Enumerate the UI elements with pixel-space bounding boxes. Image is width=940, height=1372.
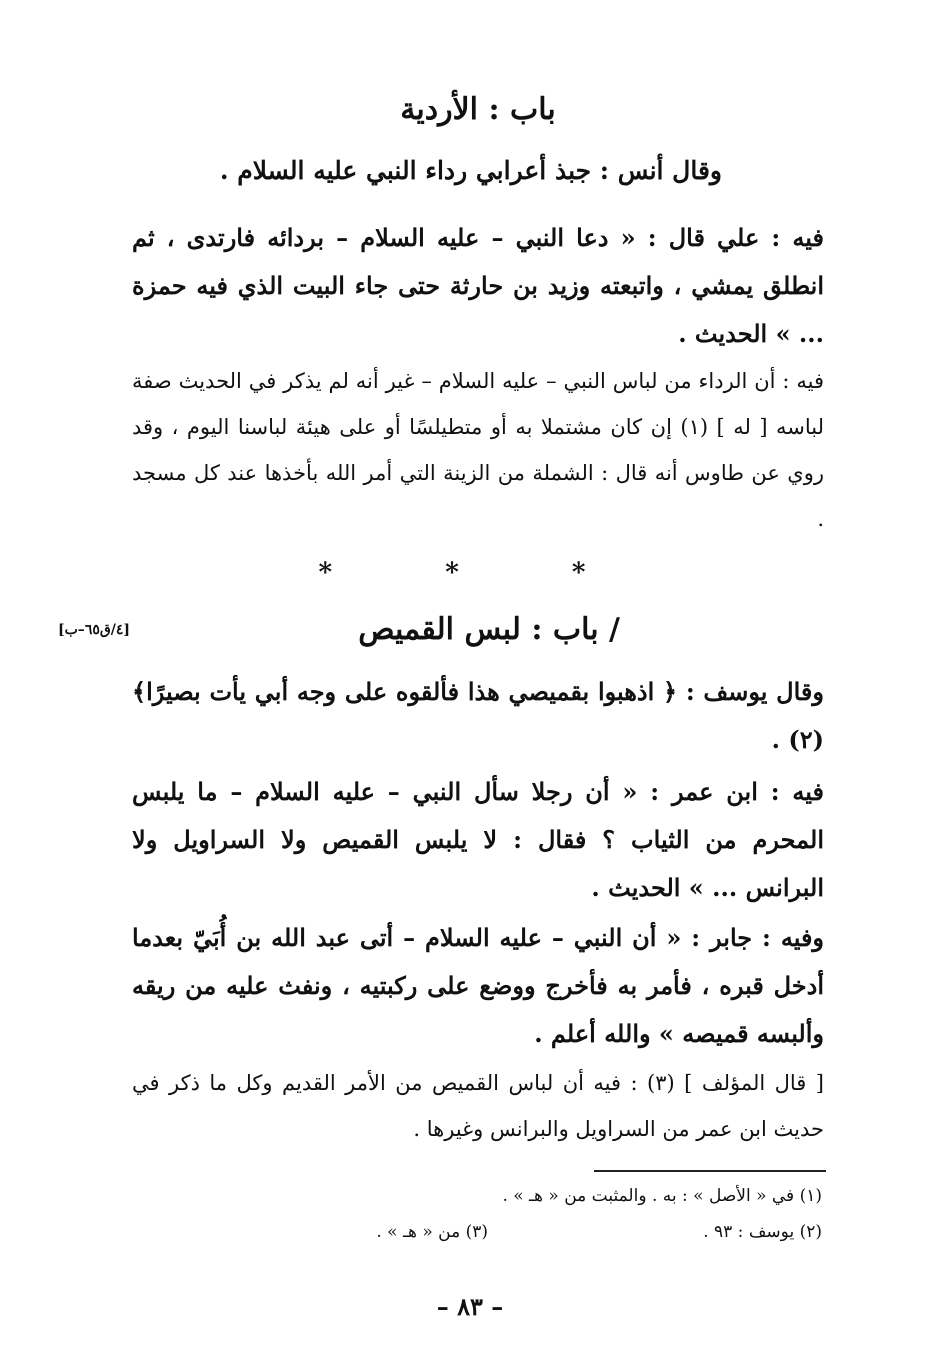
commentary-rida: فيه : أن الرداء من لباس النبي – عليه السلام – غير أنه لم يذكر في الحديث صفة لباسه [ له ] (١) إن كان مشتملا به أو متطيلسًا أو على هيئة لباسنا اليوم ، وقد روي عن طاوس أنه قال : الشملة من الزينة التي أمر الله بأخذها عند كل مسجد . bbox=[132, 369, 824, 531]
footnote-1: (١) في « الأصل » : به . والمثبت من « هـ » . bbox=[502, 1186, 822, 1206]
chapter-title-qamis: / باب : لبس القميص bbox=[358, 612, 620, 647]
commentary-qamis: [ قال المؤلف ] (٣) : فيه أن لباس القميص من الأمر القديم وكل ما ذكر في حديث ابن عمر من السراويل والبرانس وغيرها . bbox=[132, 1071, 824, 1141]
quote-yusuf: وقال يوسف : ﴿ اذهبوا بقميصي هذا فألقوه على وجه أبي يأت بصيرًا﴾ (٢) . bbox=[132, 677, 824, 754]
hadith-jabir: وفيه : جابر : « أن النبي – عليه السلام – أتى عبد الله بن أُبَيّ بعدما أدخل قبره ، فأمر به فأخرج ووضع على ركبتيه ، ونفث عليه من ريقه وألبسه قميصه » والله أعلم . bbox=[132, 923, 824, 1048]
chapter-subtitle-anas: وقال أنس : جبذ أعرابي رداء النبي عليه السلام . bbox=[219, 156, 722, 185]
manuscript-folio-ref: [٤/ق٦٥–ب] bbox=[58, 622, 130, 638]
page-number: – ٨٣ – bbox=[436, 1292, 504, 1321]
chapter-title-garments: باب : الأردية bbox=[400, 92, 556, 127]
footnote-3: (٣) من « هـ » . bbox=[376, 1222, 488, 1242]
footnote-divider bbox=[594, 1170, 826, 1172]
hadith-ibn-umar: فيه : ابن عمر : « أن رجلا سأل النبي – عليه السلام – ما يلبس المحرم من الثياب ؟ فقال : لا يلبس القميص ولا السراويل ولا البرانس ... » الحديث . bbox=[132, 777, 824, 902]
hadith-ali: فيه : علي قال : « دعا النبي – عليه السلام – بردائه فارتدى ، ثم انطلق يمشي ، واتبعته وزيد بن حارثة حتى جاء البيت الذي فيه حمزة ... » الحديث . bbox=[132, 223, 824, 348]
footnote-2: (٢) يوسف : ٩٣ . bbox=[703, 1222, 822, 1242]
section-separator: * * * bbox=[318, 558, 638, 588]
